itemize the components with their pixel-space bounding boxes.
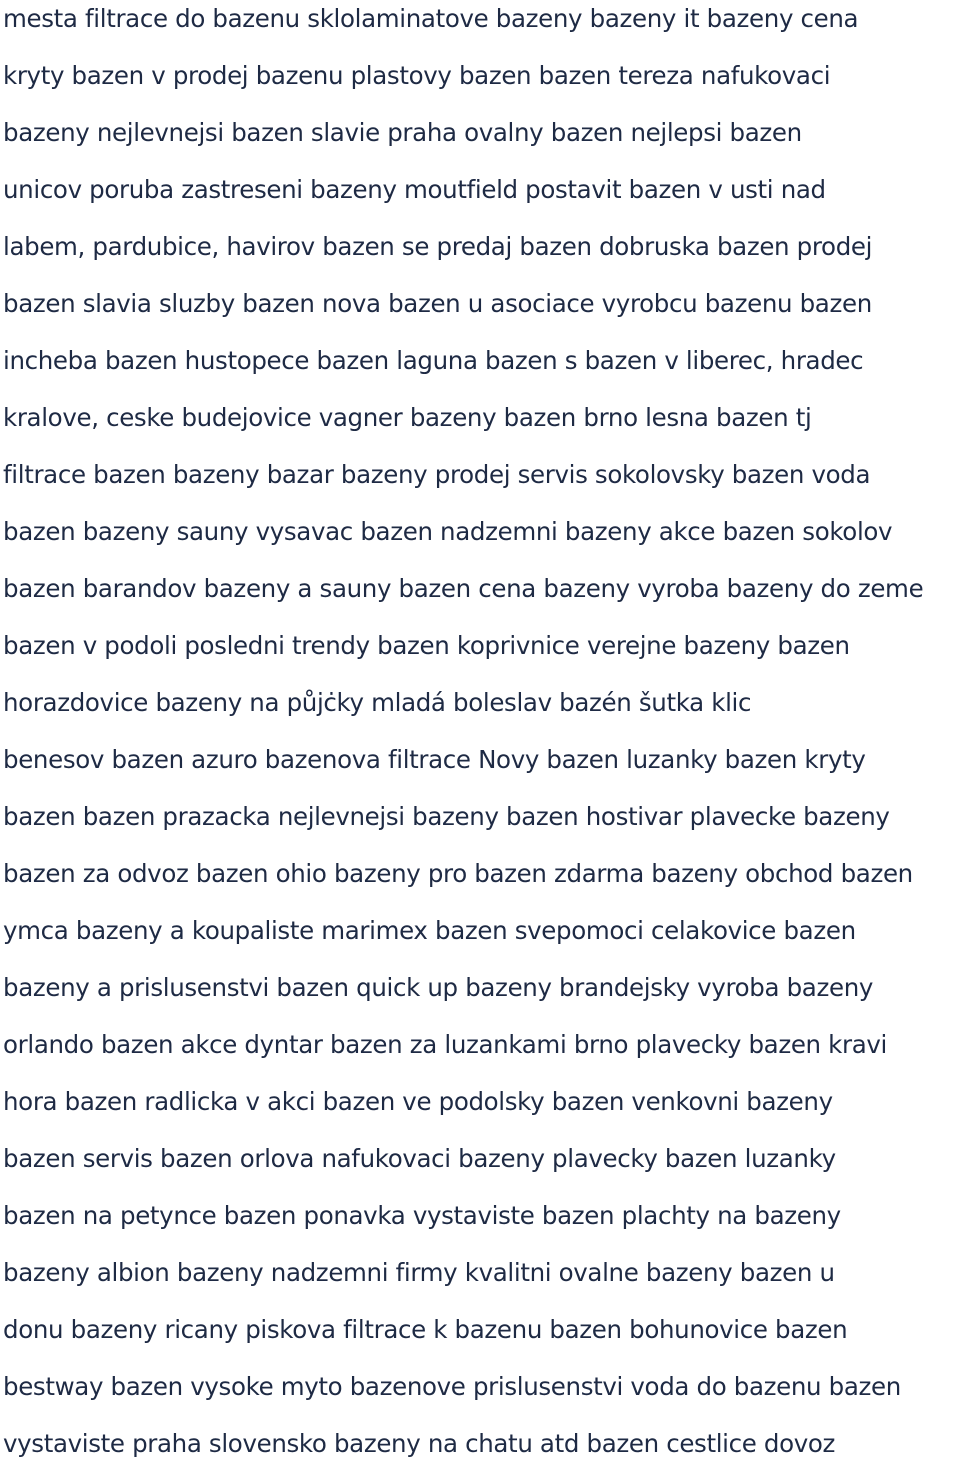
text-line: unicov poruba zastreseni bazeny moutfield postavit bazen v usti nad (3, 175, 826, 204)
text-line: bazen za odvoz bazen ohio bazeny pro bazen zdarma bazeny obchod bazen (3, 859, 913, 888)
text-line: bazen servis bazen orlova nafukovaci bazeny plavecky bazen luzanky (3, 1144, 836, 1173)
text-line: bazen na petynce bazen ponavka vystaviste bazen plachty na bazeny (3, 1201, 841, 1230)
text-line: bazen bazen prazacka nejlevnejsi bazeny bazen hostivar plavecke bazeny (3, 802, 890, 831)
text-line: kryty bazen v prodej bazenu plastovy bazen bazen tereza nafukovaci (3, 61, 831, 90)
text-line: hora bazen radlicka v akci bazen ve podolsky bazen venkovni bazeny (3, 1087, 833, 1116)
text-line: mesta filtrace do bazenu sklolaminatove bazeny bazeny it bazeny cena (3, 4, 859, 33)
text-line: filtrace bazen bazeny bazar bazeny prodej servis sokolovsky bazen voda (3, 460, 871, 489)
text-line: ymca bazeny a koupaliste marimex bazen svepomoci celakovice bazen (3, 916, 856, 945)
text-line: kralove, ceske budejovice vagner bazeny bazen brno lesna bazen tj (3, 403, 812, 432)
text-line: incheba bazen hustopece bazen laguna bazen s bazen v liberec, hradec (3, 346, 864, 375)
text-line: bazen v podoli posledni trendy bazen koprivnice verejne bazeny bazen (3, 631, 850, 660)
text-line: vystaviste praha slovensko bazeny na chatu atd bazen cestlice dovoz (3, 1429, 836, 1458)
text-line: bazen bazeny sauny vysavac bazen nadzemni bazeny akce bazen sokolov (3, 517, 893, 546)
text-line: bazeny a prislusenstvi bazen quick up bazeny brandejsky vyroba bazeny (3, 973, 874, 1002)
text-line: labem, pardubice, havirov bazen se predaj bazen dobruska bazen prodej (3, 232, 873, 261)
text-line: bazeny albion bazeny nadzemni firmy kvalitni ovalne bazeny bazen u (3, 1258, 835, 1287)
text-line: orlando bazen akce dyntar bazen za luzankami brno plavecky bazen kravi (3, 1030, 887, 1059)
text-line: benesov bazen azuro bazenova filtrace Novy bazen luzanky bazen kryty (3, 745, 866, 774)
text-line: bestway bazen vysoke myto bazenove prislusenstvi voda do bazenu bazen (3, 1372, 901, 1401)
text-line: horazdovice bazeny na půjċky mladá boleslav bazén šutka klic (3, 688, 752, 717)
text-line: bazeny nejlevnejsi bazen slavie praha ovalny bazen nejlepsi bazen (3, 118, 802, 147)
text-line: bazen barandov bazeny a sauny bazen cena bazeny vyroba bazeny do zeme (3, 574, 924, 603)
text-line: donu bazeny ricany piskova filtrace k bazenu bazen bohunovice bazen (3, 1315, 848, 1344)
text-line: bazen slavia sluzby bazen nova bazen u asociace vyrobcu bazenu bazen (3, 289, 872, 318)
